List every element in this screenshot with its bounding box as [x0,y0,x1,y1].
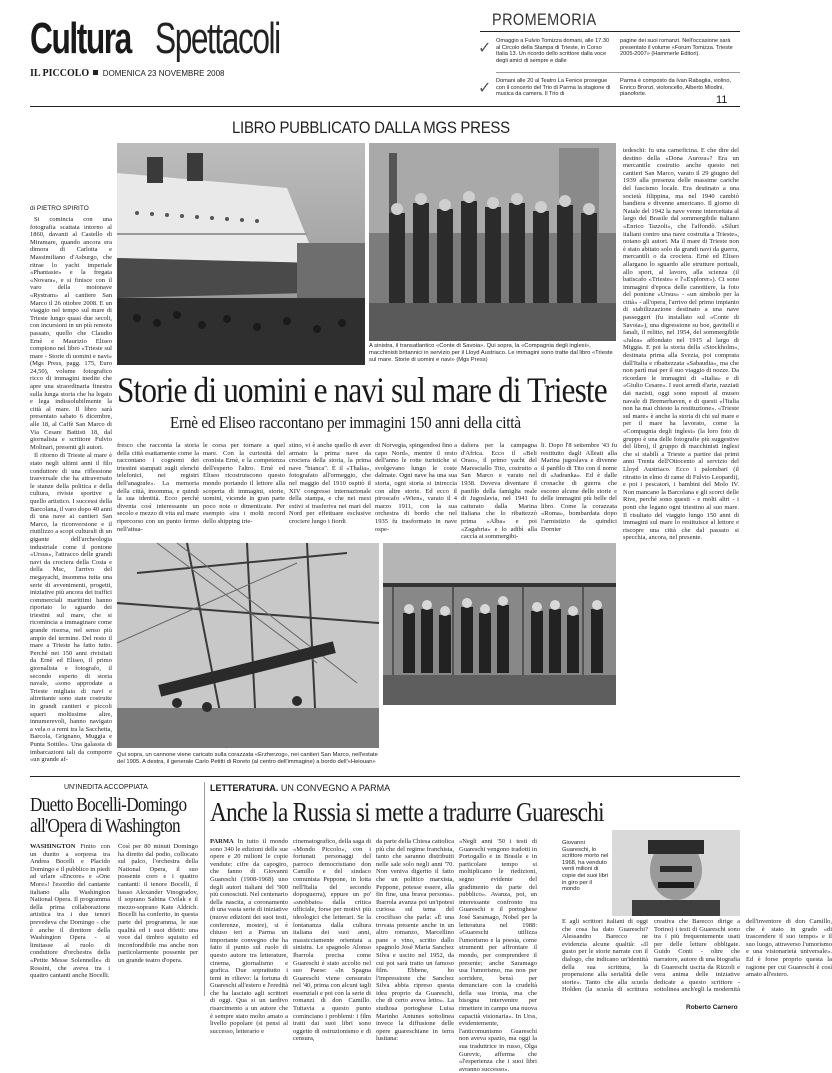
promemoria-check-icon: ✓ [478,38,492,57]
main-headline: Storie di uomini e navi sul mare di Trieste [117,370,607,410]
main-col-f: daliera per la campagna d'Africa. Ecco il «Beli Orao», il primo yacht del Maresciallo Tito, costruito a San Marco e varato nel 1938. Doveva diventare il panfilo della famiglia reale di Jugoslavia, nel 1941 fu catturato dalla Marina italiana che lo ribattezzò prima «Alba» e poi «Zagabria» e lo adibì alla caccia ai sommergibi- [461,442,537,541]
bullet [93,70,98,75]
main-bottom-rule [30,776,740,777]
main-col-g: li. Dopo l'8 settembre '43 fu restituito dagli Alleati alla Marina jugoslava e divenne il panfilo di Tito con il nome di «Jadranka». Ed è dalle cronache di guerra che escono alcune delle storie e delle immagini più belle del libro. Come la corazzata «Roma», bombardata dopo l'armistizio da quindici Dornier [541,442,617,533]
guareschi-col3: da parte della Chiesa cattolica più che del regime franchista, tanto che saranno distribuiti nelle sale solo negli anni '70. Non veniva digerito il fatto che un politico marxista, Peppone, potesse essere, alla fin fine, una brava persona». Ibarrola avanza poi un'ipotesi curiosa sul tema del crocifisso che parla: «È una trovata presente anche in un altro romanzo, Marcellino pane e vino, scritto dallo spagnolo José Maria Sanchez Silva e uscito nel 1952, da cui poi sarà tratto un famoso film. Ebbene, ho l'impressione che Sanchez Silva abbia ripreso questa idea proprio da Guareschi, che di certo aveva letto». La studiosa portoghese Luisa Marinho Antunes sottolinea invece la diffusione delle opere guareschiane in terra lusitana: [376,838,454,1043]
main-kicker: LIBRO PUBBLICATO DALLA MGS PRESS [232,118,510,137]
guareschi-kicker-bold: LETTERATURA. [210,783,279,793]
bocelli-col1-text: Finito con un duetto a sorpresa tra Andrea Bocelli e Placido Domingo e il pubblico in piedi ad urlare «Encore» e «One More»! l'esordio del cantante italiano alla Washington National Opera. Il programma della prima collaborazione artistica tra i due tenori prevedeva che Domingo - che è anche il direttore della Washington Opera - si limitasse al ruolo di conduttore d'orchestra della «Petite Messe Solennelle» di Rossini, che aveva tra i quattro cantanti anche Bocelli. [30,843,111,980]
promemoria-rule [480,31,740,32]
issue-date: DOMENICA 23 NOVEMBRE 2008 [102,69,225,78]
guareschi-col5: E agli scrittori italiani di oggi che cosa ha dato Guareschi? Alessandro Barecco ne evidenzia alcune qualità: «Il gusto per le storie narrate con il dialogo, che indicano un'identità della sua scrittura, la propensione alla serialità delle storie». Tanto che alla scuola Holden (la scuola di scrittura creativa che Barecco dirige a Torino) i testi di Guareschi sono tra i più frequentemente usati per delle letture obbligate. Guido Conti - oltre che narratore, autore di una biografia di Guareschi uscita da Rizzoli e vera anima delle iniziative dedicate a questo scrittore - sottolinea anch'egli la modernità dell'inventore di don Camillo, che è stato in grado «di trascendere il suo tempo» e il suo luogo, attraverso l'umorismo e una visionarietà universale». Ed è forse proprio questa la ragione per cui Guareschi è così amato all'estero. [562,918,832,994]
promemoria-item1-right: pagine dei suoi romanzi. Nell'occasione sarà presentato il volume «Forum Tomizza. Trieste 2005-2007» (Hammerle Editori). [620,38,733,58]
main-col-d: stino, vi è anche quello di aver armato la prima nave da crociera della storia, la prima nave "bianca". È il «Thalia», fotografato all'ormeggio, che nel maggio del 1910 ospitò il XIV congresso internazionale della stampa, e che nei mesi estivi si trasferiva nei mari del Nord per effettuare esclusive crociere lungo i fiordi [289,442,371,525]
main-col-a [30,216,112,776]
bocelli-col1 [30,843,110,993]
section-title-light: Spettacoli [155,14,280,63]
bottom-divider [204,782,205,996]
main-subhead: Ernè ed Eliseo raccontano per immagini 150 anni della città [170,413,521,432]
main-col-right: tedeschi: fu una carneficina. E che dire del destino della «Dona Aurora»? Era un mercantile costruito anche questo nei cantieri San Marco, varato il 29 giugno del 1939 alla presenza delle massime cariche del fascismo locale. Era destinato a una società filippina, ma nel 1940 cambiò bandiera e divenne americano. Il giorno di Natale del 1942 la nave venne intercettata al largo del Brasile dal sommergibile italiano «Enrico Tazzoli», che l'affondò. «Siluri italiani contro una nave costruita a Trieste», notano gli autori. Ma il mare di Trieste non è stato abitato solo da grandi navi da guerra, mercantili o da crociera. Ernè ed Eliseo allargano lo sguardo alle strutture portuali, allo sport, al lavoro, alla scienza (il batiscafo «Trieste» e l'«Explorer»). Ci sono immagini d'epoca delle canottiere, la foto del pontone «Ursus» - «un simbolo per la città» - all'opera, l'arrivo del primo impianto di stabilizzazione destinato a una nave passeggeri (fu installato sul «Conte di Savoia»), una digressione su boe, gavitelli e fanali, il relitto, nel 1954, del sommergibile «Jalea» affondato nel 1915 al largo di Miggia. E poi la storia della «Stockholm», destinata prima alla Svezia, poi comprata dall'Italia e ribattezzata «Sabaudia», ma che non partì mai per il suo viaggio di nozze. Da ricordare le immagini di «Italia» e di «Giulio Cesare». I suoi arredi d'arte, razziati dai nazisti, oggi sono esposti al museo navale di Bremerhaven, e di questi «l'Italia non ha mai chiesto la restituzione». «Trieste sul mare» è anche la storia di chi sul mare e per il mare ha lavorato, come la «Compagnia degli inglesi» (la loro foto di gruppo è una delle fotografie più suggestive del libro), il gruppo di macchinisti inglesi che si stabilì a Trieste a partire dai primi anni Trenta dell'Ottocento al servizio del Lloyd Austriaco. Ecco i palombari (il ritratto in elmo di rame di Fulvio Leopardi), e poi i pescatori, i bambini del Molo IV. Non mancano la Barcolana e gli scorci delle Rive, perché sono questi - e molti altri - i ponti che legano ogni triestino al suo mare. Il risultato del viaggio lungo 150 anni di immagini sul mare lo restituisce al lettore e riscopre una città che dal passato si specchia, ancora, nel presente. [623,147,739,542]
section-title-bold: Cultura [30,14,131,63]
guareschi-kicker-text: UN CONVEGNO A PARMA [278,783,391,793]
guareschi-col2: cinematografico, della saga di «Mondo Piccolo», con i fortunati personaggi del parroco democristiano don Camillo e del sindaco comunista Peppone, in lotta nell'Italia del secondo dopoguerra), eppure un po' «snobbato» dalla critica ufficiale, forse per motivi più ideologici che letterari. Se la lontananza dalla cultura italiana dei suoi anni, massicciamente orientata a sinistra. Le spagnolo Alonso Ibarrola precisa come Guareschi è stato accolto nel suo Paese: «In Spagna Guareschi viene censurato nel '40, prima con alcuni tagli essenziali e poi con la serie di romanzi di don Camillo. Tuttavia a questo punto cominciano i problemi: i film tratti dai suoi libri sono oggetto di ostruzionismo e di censura, [293,838,371,1043]
bocelli-col2: Così per 80 minuti Domingo ha diretto dal podio, collocato sul palco, l'orchestra della National Opera, il suo possente coro e i quattro cantanti: il tenore Bocelli, il basso Alexander Vinogradov, il soprano Sabina Cvilak e il mezzo-soprano Kate Aldrich. Bocelli ha conferito, in questa parte del programma, le sue qualità ed i suoi difetti: una voce dal timbro squisito ed inconfondibile ma anche non particolarmente possente per un grande teatro d'opera. [118,843,198,964]
promemoria-item2-left: Domani alle 20 al Teatro La Fenice prosegue con il concerto del Trio di Parma la stagione di musica da camera. Il Trio di [496,78,611,98]
main-col-a-para1: Si comincia con una fotografia scattata intorno al 1860, davanti al Castello di Miramare, quando ancora era dimora di Carlotta e Massimiliano d'Asburgo, che ritrae lo yacht imperiale «Phantasie» e la fregata «Novara», e si finisce con il varo della motonave «Rystram» al cantiere San Marco il 26 ottobre 2008. E un viaggio nel tempo sul mare di Trieste lungo quasi due secoli, con incursioni in un più remoto passato, quello che Claudio Ernè e Maurizio Eliseo compiono nel libro «Trieste sul mare - Storie di uomini e navi» (Mgs Press, pagg. 175, Euro 24,50), volume fotografico ricco di immagini inedite che apre una straordinaria finestra sulla lunga storia che ha legato e lega indissolubilmente la città al mare. Il libro sarà presentato sabato 6 dicembre, alle 18, al Caffè San Marco di Via Cesare Battisti 18, dal giornalista e scrittore Fulvio Molinari, presenti gli autori. [30,216,112,451]
main-col-b: fresco che racconta la storia della città esattamente come la raccontano i cognomi dei triestini stampati sugli elenchi telefonici, nei registri dell'anagrafe». La memoria della città, insomma, e quindi la sua identità. Ecco perché diventa così interessante un secolo e mezzo di vita sul mare ripercorso con un punto fermo nell'attua- [117,442,199,533]
guareschi-dateline: PARMA [210,838,234,845]
bocelli-dateline: WASHINGTON [30,843,76,850]
masthead-rule [30,106,740,107]
promemoria-item2-right: Parma è composto da Ivan Rabaglia, violino, Enrico Bronzi, violoncello, Alberto Miodini, pianoforte. [620,78,732,98]
byline: di PIETRO SPIRITO [30,205,89,212]
photo-compagnia-inglesi [369,143,616,341]
photo-conte-di-savoia [117,143,365,365]
bocelli-headline: Duetto Bocelli-Domingo all'Opera di Washington [30,794,187,837]
section-title [30,14,170,64]
main-col-c: le corsa per tornare a quel mare. Con la curiosità del cronista Ernè, e la competenza dell'esperto l'altro. Ernè ed Eliseo ricostruiscono questo mondo portando il lettore alla scoperta di immagini, storie, uomini, vicende in gran parte poco note o dimenticate. Per esempio «tra i molti record dello shipping trie- [203,442,285,525]
bocelli-kicker: UN'INEDITA ACCOPPIATA [64,784,148,791]
guareschi-col4: «Negli anni '50 i testi di Guareschi vengono tradotti in Portogallo e in Brasile e in particolare tempo si moltiplicano le riedizioni, segno evidente del gradimento da parte del pubblico». Avanza, poi, un interessante confronto tra Guareschi e il portoghese José Saramago, Nobel per la letteratura nel 1988: «Guareschi utilizza l'umorismo e la poesia, come strumenti per affrontare il mondo, per comprendere il presente; anche Saramago usa l'umorismo, ma non per sorridere, bensì per denunciare con la crudeltà della sua ironia, ma che bisogna intervenire per rimettere in campo una nuova capacità visionaria». In Urss, evidentemente, l'anticomunismo Guareschi non aveva spazio, ma oggi la sua traduttrice in russo, Olga Gurevic, afferma che «l'esperienza che i suoi libri avranno successo». [459,838,537,1073]
caption-bottom: Qui sopra, un cannone viene caricato sulla corazzata «Erzherzog», nei cantieri San Marco, nell'estate del 1905. A destra, il generale Carlo Petitti di Roreto (al centro dell'immagine) a bordo dell'«Heiouan» [117,752,378,765]
photo-heiouan-group [383,543,616,705]
main-col-e: di Norvegia, spingendosi fino a capo Nord», mentre il resto dell'anno le rotte turistiche si svolgevano lungo le coste dalmate. Ogni nave ha una sua storia, ogni storia si intreccia con altre storie. Ed ecco il piroscafo «Wien», varato il 4 marzo 1911, con la sua orchestra di bordo che nel 1935 fu trasformato in nave ospe- [375,442,457,533]
promemoria-check-icon-2: ✓ [478,78,492,97]
photo-cannone-erzherzog [117,543,379,748]
promemoria-divider [496,72,740,73]
dateline [30,68,225,79]
promemoria-title: PROMEMORIA [492,10,597,29]
guareschi-photo-caption: Giovanni Guareschi, lo scrittore morto nel 1968, ha venduto venti milioni di copie dei suoi libri in giro per il mondo [562,840,609,893]
page-number: 11 [716,94,728,106]
guareschi-kicker [210,783,390,793]
guareschi-signature: Roberto Carnero [686,1004,738,1011]
photo-guareschi-portrait [612,830,740,916]
caption-top: A sinistra, il transatlantico «Conte di Savoia». Qui sopra, la «Compagnia degli inglesi», macchinisti britannici in servizio per il Lloyd Austriaco. Le immagini sono tratte dal libro «Trieste sul mare. Storie di uomini e navi» (Mgs Press) [369,343,613,363]
guareschi-col1-text: In tutto il mondo sono 340 le edizioni delle sue opere e 20 milioni le copie vendute: cifre da capogiro, che fanno di Giovanni Guareschi (1908-1968) uno degli autori italiani del '900 più conosciuti. Nel centenario della nascita, a coronamento di una vasta serie di iniziative (nuove edizioni dei suoi testi, conferenze, mostre), si è chiuso ieri a Parma un importante convegno che ha fatto il punto sul ruolo di questo autore tra letterature, cinema, giornalismo e grafica. Due soprattutto i temi in rilievo: la fortuna di Guareschi all'estero e l'eredità che ha lasciato agli scrittori di oggi. Qua si un tardivo risarcimento a un autore che è sempre stato molto amato a livello popolare (si pensi al successo, letterario e [210,838,289,1035]
guareschi-col1 [210,838,289,1035]
main-col-a-para2: Il ritorno di Trieste al mare è stato negli ultimi anni il filo conduttore di una riflessione trasversale che ha attraversato le stanze della politica e della cultura, riviste sportive e quello artistico. I successi della Barcolana, il varo dopo 40 anni di una nave ai cantieri San Marco, la riconversione e il riutilizzo a scopi culturali di un gigante dell'archeologia industriale come il pontone «Ursus», l'attracco delle grandi navi da crociera della Costa e della Msc, l'arrivo del megayacht, insomma tutta una serie di avvenimenti, progetti, iniziative più ancora dei traffici commerciali marittimi hanno riportato lo sguardo dei triestini sul mare, che si ricomincia a immaginare come grande risorsa, nel senso più ampio del termine. Del resto il mare a Trieste ha fatto tutto. Perché nei 150 anni rivisitati da Ernè ed Eliseo, il primo giornalista e fotografo, il secondo esperto di storia navale, «sono approdate a Trieste migliaia di navi e altrettante sono state costruite in grandi cantieri e piccoli squeri moltissime altre, innumerevoli, hanno navigato a vela o a remi tra la Sacchetta, Barcola, Grignano, Muggia e Punta Sottile». Una galassia di imbarcazioni tali da comporre «un grande af- [30,452,112,764]
newspaper-name: IL PICCOLO [30,68,90,79]
promemoria-item1-left: Omaggio a Fulvio Tomizza domani, alle 17.30 al Circolo della Stampa di Trieste, in Corso Italia 13. Un ricordo dello scrittore dalla voce degli amici di sempre e dalle [496,38,610,64]
guareschi-headline: Anche la Russia si mette a tradurre Guareschi [210,797,604,827]
